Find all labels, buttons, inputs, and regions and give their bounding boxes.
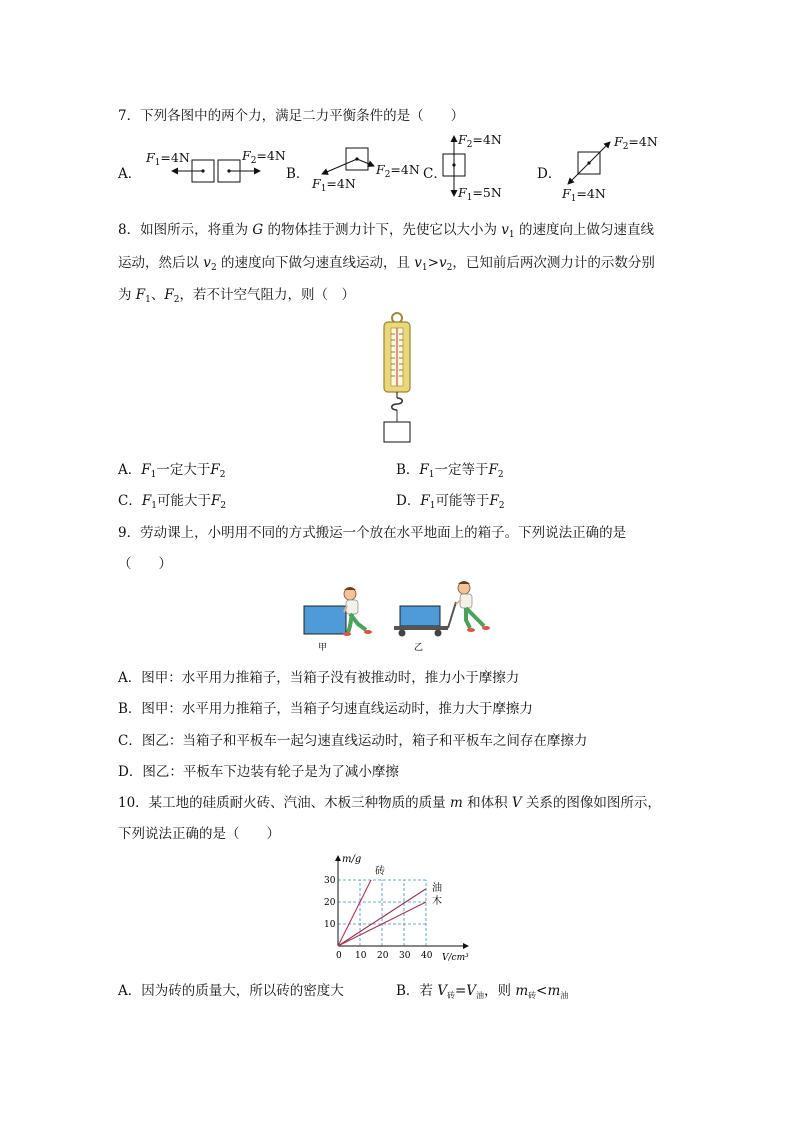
x-tick-label: 10 bbox=[355, 951, 367, 961]
q9-stem-line1: 9．劳动课上，小明用不同的方式搬运一个放在水平地面上的箱子。下列说法正确的是 bbox=[118, 525, 627, 541]
y-tick-label: 20 bbox=[324, 898, 336, 908]
cart-wheel-icon bbox=[399, 630, 406, 637]
q7-b-f1-label: $F_1=4N$ bbox=[312, 176, 356, 194]
q7-a-diagram bbox=[160, 154, 265, 190]
cart-wheel-icon bbox=[435, 630, 442, 637]
q8-option-b: B．$F_1$一定等于$F_2$ bbox=[396, 462, 504, 480]
series-label-3: 木 bbox=[432, 896, 442, 907]
q7-b-f2-label: $F_2=4N$ bbox=[376, 162, 420, 180]
q10-stem-line2: 下列说法正确的是（ ） bbox=[118, 826, 280, 842]
q9-option-d: D．图乙：平板车下边装有轮子是为了减小摩擦 bbox=[118, 764, 399, 780]
q7-c-f1-label: $F_1=5N$ bbox=[458, 185, 502, 203]
series-label-2: 油 bbox=[432, 882, 442, 894]
q7-d-diagram bbox=[560, 132, 620, 192]
box-jia bbox=[304, 606, 346, 634]
q9-option-c: C．图乙：当箱子和平板车一起匀速直线运动时，箱子和平板车之间存在摩擦力 bbox=[118, 733, 588, 749]
y-axis-label: m/g bbox=[342, 854, 362, 865]
x-tick-label: 40 bbox=[421, 951, 433, 961]
x-axis-label: V/cm³ bbox=[442, 953, 469, 963]
boy-pushing-icon bbox=[343, 587, 372, 636]
series-line-1 bbox=[338, 880, 371, 946]
box-yi bbox=[400, 606, 440, 626]
q9-stem-line2: （ ） bbox=[118, 556, 172, 572]
q7-stem: 7．下列各图中的两个力，满足二力平衡条件的是（ ） bbox=[118, 108, 465, 124]
q8-stem-line3: 为 $F_1$、$F_2$，若不计空气阻力，则（ ） bbox=[118, 287, 356, 305]
series-line-2 bbox=[338, 889, 426, 946]
x-tick-label: 30 bbox=[399, 951, 411, 961]
q7-a-f2-label: $F_2=4N$ bbox=[242, 148, 286, 166]
fig-label-yi: 乙 bbox=[414, 643, 424, 653]
fig-label-jia: 甲 bbox=[318, 643, 328, 653]
y-tick-label: 10 bbox=[324, 920, 336, 930]
q7-option-d-letter: D． bbox=[537, 166, 562, 182]
x-tick-label: 20 bbox=[377, 951, 389, 961]
q8-option-a: A．$F_1$一定大于$F_2$ bbox=[118, 462, 226, 480]
q10-stem-line1: 10．某工地的硅质耐火砖、汽油、木板三种物质的质量 m 和体积 V 关系的图像如图所示， bbox=[118, 795, 661, 811]
q8-stem-line2: 运动，然后以 $v_2$ 的速度向下做匀速直线运动，且 $v_1>v_2$，已知前后两次测力计的示数分别 bbox=[118, 255, 655, 273]
q7-d-f1-label: $F_1=4N$ bbox=[562, 186, 606, 204]
spring-scale-figure bbox=[374, 310, 424, 446]
q8-option-d: D．$F_1$可能等于$F_2$ bbox=[396, 493, 505, 511]
series-label-1: 砖 bbox=[375, 866, 385, 877]
q10-option-b: B．若 $V_砖=V_油$，则 $m_砖<m_油$ bbox=[396, 983, 569, 1000]
q8-option-c: C．$F_1$可能大于$F_2$ bbox=[118, 493, 227, 511]
q7-c-f2-label: $F_2=4N$ bbox=[458, 132, 502, 150]
q7-a-f1-label: $F_1=4N$ bbox=[146, 150, 190, 168]
q7-option-a-letter: A． bbox=[118, 166, 142, 182]
q7-option-b-letter: B． bbox=[286, 166, 310, 182]
y-tick-label: 30 bbox=[324, 876, 336, 886]
q9-figure bbox=[300, 578, 500, 654]
x-tick-label: 0 bbox=[336, 951, 342, 961]
hanging-object-box bbox=[384, 422, 410, 442]
q7-b-arrow-left bbox=[322, 159, 357, 174]
scale-hook-icon bbox=[392, 398, 403, 410]
boy-pushing-cart-icon bbox=[456, 581, 490, 632]
q8-stem-line1: 8．如图所示，将重为 G 的物体挂于测力计下，先使它以大小为 $v_1$ 的速度向上做匀速直线 bbox=[118, 222, 654, 240]
q9-option-a: A．图甲：水平用力推箱子，当箱子没有被推动时，推力小于摩擦力 bbox=[118, 670, 520, 686]
q7-option-c-letter: C． bbox=[423, 166, 447, 182]
mv-chart bbox=[318, 848, 478, 964]
q7-d-f2-label: $F_2=4N$ bbox=[614, 134, 658, 152]
q7-b-arrow-right bbox=[357, 159, 374, 166]
q10-option-a: A．因为砖的质量大，所以砖的密度大 bbox=[118, 983, 344, 999]
q9-option-b: B．图甲：水平用力推箱子，当箱子匀速直线运动时，推力大于摩擦力 bbox=[118, 701, 533, 717]
flat-cart bbox=[394, 626, 448, 630]
